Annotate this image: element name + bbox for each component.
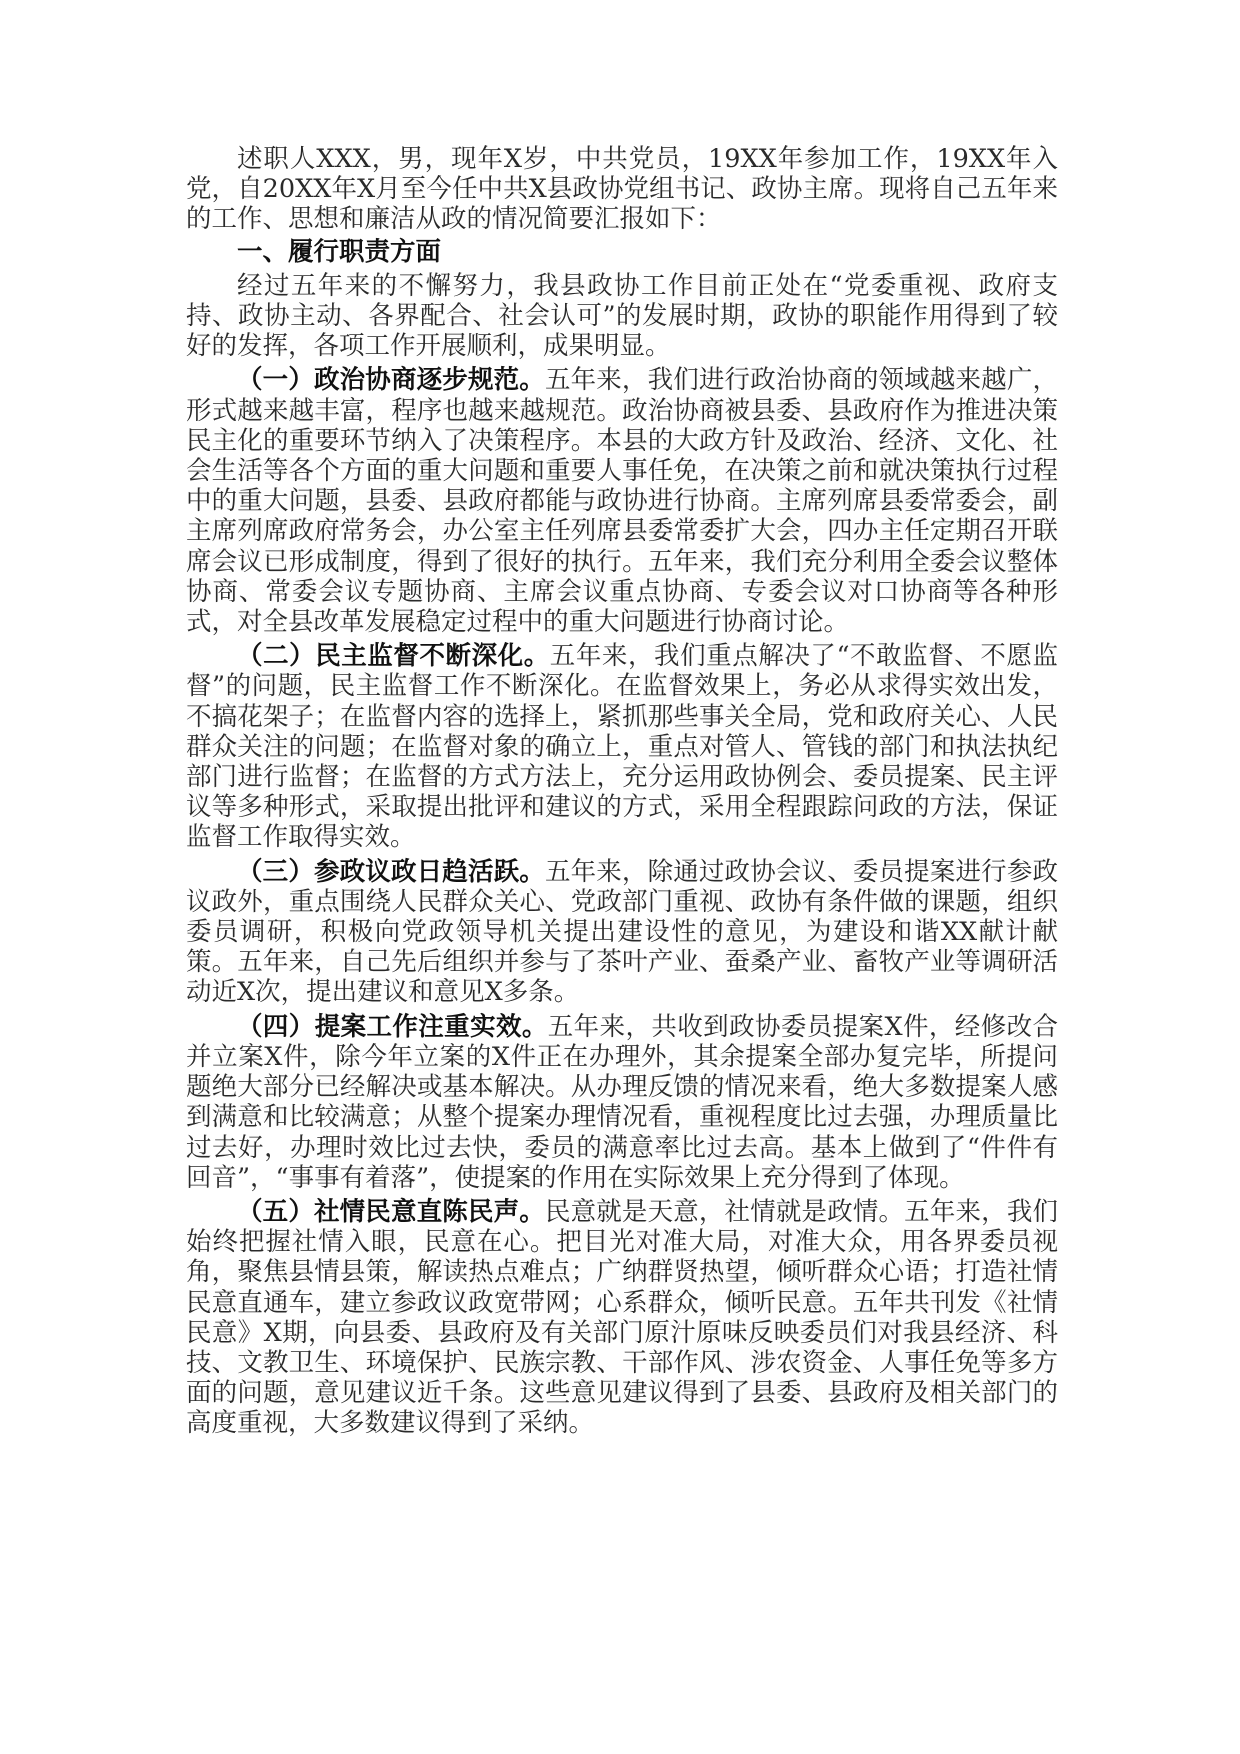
- item-paragraph-3: [186, 857, 1058, 1008]
- document-page: [186, 144, 1058, 1441]
- intro-paragraph: 述职人XXX，男，现年X岁，中共党员，19XX年参加工作，19XX年入党，自20XX年X月至今任中共X县政协党组书记、政协主席。现将自己五年来的工作、思想和廉洁从政的情况简要汇报如下：: [186, 144, 1058, 235]
- item-paragraph-5: [186, 1197, 1058, 1439]
- section-heading: 一、履行职责方面: [237, 236, 442, 267]
- item-lead: （三）参政议政日趋活跃。: [237, 856, 545, 887]
- item-body: 五年来，我们进行政治协商的领域越来越广，形式越来越丰富，程序也越来越规范。政治协商被县委、县政府作为推进决策民主化的重要环节纳入了决策程序。本县的大政方针及政治、经济、文化、社会生活等各个方面的重大问题和重要人事任免，在决策之前和就决策执行过程中的重大问题，县委、县政府都能与政协进行协商。主席列席县委常委会，副主席列席政府常务会，办公室主任列席县委常委扩大会，四办主任定期召开联席会议已形成制度，得到了很好的执行。五年来，我们充分利用全委会议整体协商、常委会议专题协商、主席会议重点协商、专委会议对口协商等各种形式，对全县改革发展稳定过程中的重大问题进行协商讨论。: [186, 365, 1058, 638]
- item-body: 五年来，我们重点解决了“不敢监督、不愿监督”的问题，民主监督工作不断深化。在监督效果上，务必从求得实效出发，不搞花架子；在监督内容的选择上，紧抓那些事关全局，党和政府关心、人民群众关注的问题；在监督对象的确立上，重点对管人、管钱的部门和执法执纪部门进行监督；在监督的方式方法上，充分运用政协例会、委员提案、民主评议等多种形式，采取提出批评和建议的方式，采用全程跟踪问政的方法，保证监督工作取得实效。: [186, 641, 1058, 853]
- item-body: 民意就是天意，社情就是政情。五年来，我们始终把握社情入眼，民意在心。把目光对准大局，对准大众，用各界委员视角，聚焦县情县策，解读热点难点；广纳群贤热望，倾听群众心语；打造社情民意直通车，建立参政议政宽带网；心系群众，倾听民意。五年共刊发《社情民意》X期，向县委、县政府及有关部门原汁原味反映委员们对我县经济、科技、文教卫生、环境保护、民族宗教、干部作风、涉农资金、人事任免等多方面的问题，意见建议近千条。这些意见建议得到了县委、县政府及相关部门的高度重视，大多数建议得到了采纳。: [186, 1196, 1058, 1439]
- overview-paragraph: 经过五年来的不懈努力，我县政协工作目前正处在“党委重视、政府支持、政协主动、各界配合、社会认可”的发展时期，政协的职能作用得到了较好的发挥，各项工作开展顺利，成果明显。: [186, 270, 1058, 362]
- item-paragraph-2: [186, 641, 1058, 852]
- item-paragraph-1: [186, 365, 1058, 637]
- item-lead: （一）政治协商逐步规范。: [237, 365, 545, 396]
- item-body: 五年来，除通过政协会议、委员提案进行参政议政外，重点围绕人民群众关心、党政部门重视、政协有条件做的课题，组织委员调研，积极向党政领导机关提出建设性的意见，为建设和谐XX献计献策。五年来，自己先后组织并参与了茶叶产业、蚕桑产业、畜牧产业等调研活动近X次，提出建议和意见X多条。: [186, 856, 1058, 1008]
- item-lead: （二）民主监督不断深化。: [237, 641, 550, 672]
- item-paragraph-4: [186, 1012, 1058, 1193]
- item-lead: （四）提案工作注重实效。: [237, 1011, 548, 1042]
- item-body: 五年来，共收到政协委员提案X件，经修改合并立案X件，除今年立案的X件正在办理外，其余提案全部办复完毕，所提问题绝大部分已经解决或基本解决。从办理反馈的情况来看，绝大多数提案人感到满意和比较满意；从整个提案办理情况看，重视程度比过去强，办理质量比过去好，办理时效比过去快，委员的满意率比过去高。基本上做到了“件件有回音”，“事事有着落”，使提案的作用在实际效果上充分得到了体现。: [186, 1011, 1058, 1193]
- item-lead: （五）社情民意直陈民声。: [237, 1196, 545, 1227]
